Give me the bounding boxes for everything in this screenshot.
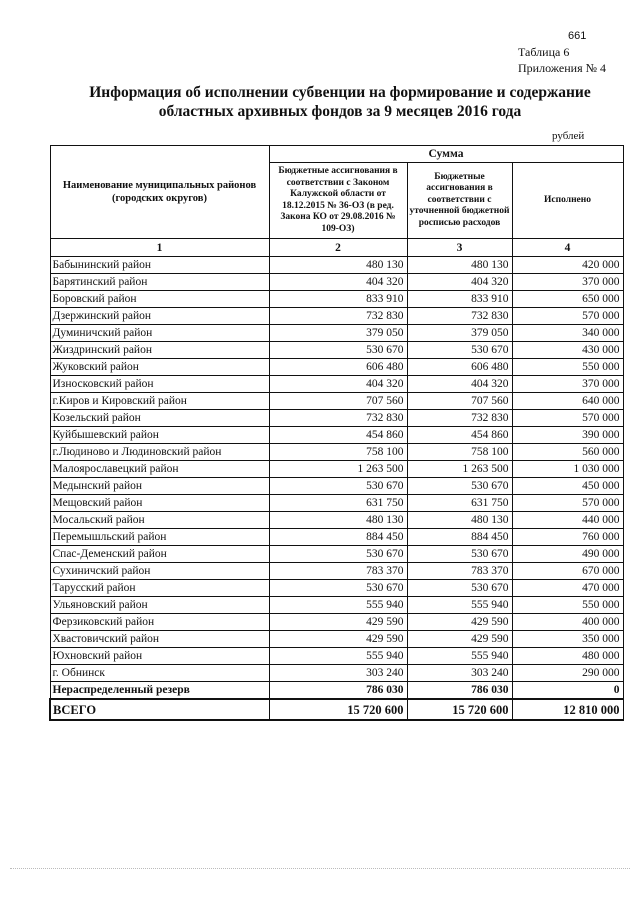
table-row: Мосальский район 480 130 480 130 440 000 [50, 512, 623, 529]
table-row: Спас-Деменский район 530 670 530 670 490 000 [50, 546, 623, 563]
table-reference [518, 44, 606, 76]
table-row: Жиздринский район 530 670 530 670 430 000 [50, 342, 623, 359]
table-row: Медынский район 530 670 530 670 450 000 [50, 478, 623, 495]
table-row: Барятинский район 404 320 404 320 370 000 [50, 274, 623, 291]
header-num-4: 4 [512, 239, 623, 257]
table-row: Ферзиковский район 429 590 429 590 400 000 [50, 614, 623, 631]
table-row: Жуковский район 606 480 606 480 550 000 [50, 359, 623, 376]
table-row: Малоярославецкий район 1 263 500 1 263 500 1 030 000 [50, 461, 623, 478]
table-row: Дзержинский район 732 830 732 830 570 000 [50, 308, 623, 325]
header-num-2: 2 [269, 239, 407, 257]
header-col4: Исполнено [512, 163, 623, 239]
document-title [70, 83, 610, 121]
units-label: рублей [552, 130, 585, 142]
table-row: Юхновский район 555 940 555 940 480 000 [50, 648, 623, 665]
scan-artifact-line [10, 868, 630, 870]
table-row: Ульяновский район 555 940 555 940 550 000 [50, 597, 623, 614]
table-ref-line2: Приложения № 4 [518, 61, 607, 75]
title-line2: областных архивных фондов за 9 месяцев 2016 года [158, 103, 522, 120]
header-name: Наименование муниципальных районов (городских округов) [50, 146, 269, 239]
subvention-table [49, 145, 622, 721]
header-num-1: 1 [50, 239, 269, 257]
header-col2: Бюджетные ассигнования в соответствии с Законом Калужской области от 18.12.2015 № 36-ОЗ (в ред. Закона КО от 29.08.2016 № 109-ОЗ) [269, 163, 407, 239]
reserve-row: Нераспределенный резерв 786 030 786 030 0 [50, 682, 623, 700]
table-row: Износковский район 404 320 404 320 370 000 [50, 376, 623, 393]
header-col3: Бюджетные ассигнования в соответствии с уточненной бюджетной росписью расходов [407, 163, 512, 239]
page-number: 661 [568, 30, 587, 42]
table-row: Сухиничский район 783 370 783 370 670 000 [50, 563, 623, 580]
table-row: Перемышльский район 884 450 884 450 760 000 [50, 529, 623, 546]
table-row: Куйбышевский район 454 860 454 860 390 000 [50, 427, 623, 444]
table-row: г.Киров и Кировский район 707 560 707 560 640 000 [50, 393, 623, 410]
table-row: Думиничский район 379 050 379 050 340 000 [50, 325, 623, 342]
table-row: Хвастовичский район 429 590 429 590 350 000 [50, 631, 623, 648]
total-row: ВСЕГО 15 720 600 15 720 600 12 810 000 [50, 699, 623, 720]
table-row: Бабынинский район 480 130 480 130 420 000 [50, 257, 623, 274]
title-line1: Информация об исполнении субвенции на формирование и содержание [89, 84, 591, 101]
table-ref-line1: Таблица 6 [518, 45, 570, 59]
table-row: Мещовский район 631 750 631 750 570 000 [50, 495, 623, 512]
header-num-3: 3 [407, 239, 512, 257]
table-row: г. Обнинск 303 240 303 240 290 000 [50, 665, 623, 682]
table-row: г.Людиново и Людиновский район 758 100 758 100 560 000 [50, 444, 623, 461]
table-row: Боровский район 833 910 833 910 650 000 [50, 291, 623, 308]
header-sum: Сумма [269, 146, 623, 163]
table-row: Козельский район 732 830 732 830 570 000 [50, 410, 623, 427]
table-row: Тарусский район 530 670 530 670 470 000 [50, 580, 623, 597]
